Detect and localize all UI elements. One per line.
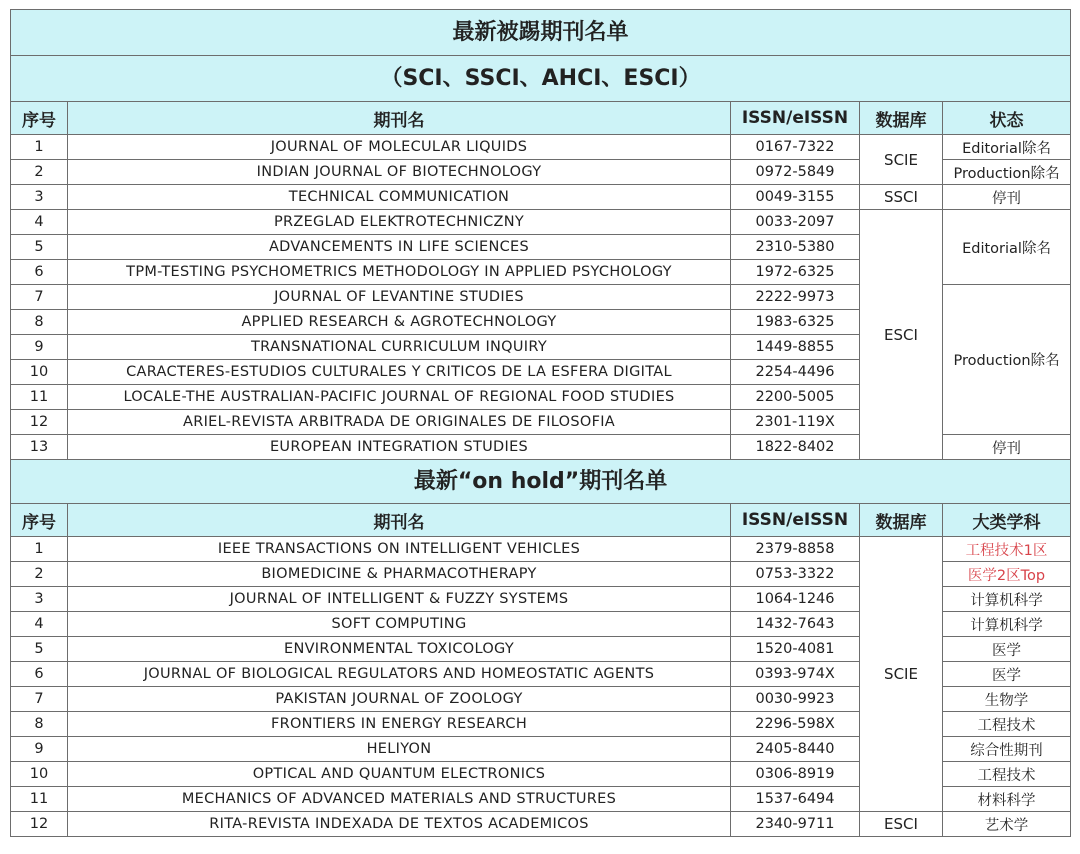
row-issn: 2405-8440	[731, 737, 860, 762]
row-no: 5	[11, 235, 68, 260]
row-issn: 2200-5005	[731, 385, 860, 410]
status-cell: Production除名	[943, 160, 1071, 185]
row-journal-name: FRONTIERS IN ENERGY RESEARCH	[68, 712, 731, 737]
section1-header-row	[11, 102, 1071, 135]
row-issn: 0049-3155	[731, 185, 860, 210]
journal-table	[10, 9, 1071, 837]
journal-list-document	[10, 9, 1070, 837]
status-cell: Editorial除名	[943, 135, 1071, 160]
row-no: 7	[11, 285, 68, 310]
row-journal-name: ARIEL-REVISTA ARBITRADA DE ORIGINALES DE FILOSOFIA	[68, 410, 731, 435]
header-issn: ISSN/eISSN	[731, 504, 860, 537]
row-no: 11	[11, 385, 68, 410]
subject-cell: 医学2区Top	[943, 562, 1071, 587]
row-issn: 1972-6325	[731, 260, 860, 285]
subject-cell: 工程技术	[943, 762, 1071, 787]
db-group-esci: ESCI	[860, 812, 943, 837]
row-issn: 0030-9923	[731, 687, 860, 712]
row-journal-name: APPLIED RESEARCH & AGROTECHNOLOGY	[68, 310, 731, 335]
row-issn: 0753-3322	[731, 562, 860, 587]
row-journal-name: LOCALE-THE AUSTRALIAN-PACIFIC JOURNAL OF REGIONAL FOOD STUDIES	[68, 385, 731, 410]
row-issn: 2222-9973	[731, 285, 860, 310]
row-no: 1	[11, 537, 68, 562]
row-journal-name: TECHNICAL COMMUNICATION	[68, 185, 731, 210]
db-group-scie: SCIE	[860, 135, 943, 185]
row-no: 11	[11, 787, 68, 812]
section2-header-row	[11, 504, 1071, 537]
header-status: 状态	[943, 102, 1071, 135]
subject-cell: 材料科学	[943, 787, 1071, 812]
row-journal-name: CARACTERES-ESTUDIOS CULTURALES Y CRITICOS DE LA ESFERA DIGITAL	[68, 360, 731, 385]
section2-title: 最新“on hold”期刊名单	[11, 460, 1071, 504]
row-journal-name: TRANSNATIONAL CURRICULUM INQUIRY	[68, 335, 731, 360]
row-issn: 0167-7322	[731, 135, 860, 160]
db-group-ssci: SSCI	[860, 185, 943, 210]
status-cell: 停刊	[943, 435, 1071, 460]
row-issn: 0033-2097	[731, 210, 860, 235]
row-journal-name: ENVIRONMENTAL TOXICOLOGY	[68, 637, 731, 662]
row-no: 9	[11, 737, 68, 762]
row-journal-name: SOFT COMPUTING	[68, 612, 731, 637]
row-issn: 2340-9711	[731, 812, 860, 837]
status-cell: Editorial除名	[943, 210, 1071, 285]
subject-cell: 工程技术	[943, 712, 1071, 737]
row-journal-name: BIOMEDICINE & PHARMACOTHERAPY	[68, 562, 731, 587]
row-no: 12	[11, 812, 68, 837]
row-no: 10	[11, 360, 68, 385]
row-no: 3	[11, 587, 68, 612]
row-no: 9	[11, 335, 68, 360]
row-issn: 1064-1246	[731, 587, 860, 612]
row-no: 8	[11, 310, 68, 335]
row-issn: 0393-974X	[731, 662, 860, 687]
table-row	[11, 185, 1071, 210]
table-row	[11, 812, 1071, 837]
row-no: 6	[11, 662, 68, 687]
row-no: 4	[11, 210, 68, 235]
header-name: 期刊名	[68, 102, 731, 135]
header-no: 序号	[11, 102, 68, 135]
subject-cell: 生物学	[943, 687, 1071, 712]
row-issn: 1822-8402	[731, 435, 860, 460]
status-cell: Production除名	[943, 285, 1071, 435]
row-journal-name: JOURNAL OF MOLECULAR LIQUIDS	[68, 135, 731, 160]
row-issn: 1537-6494	[731, 787, 860, 812]
section1-title: 最新被踢期刊名单	[11, 10, 1071, 56]
header-name: 期刊名	[68, 504, 731, 537]
row-issn: 2310-5380	[731, 235, 860, 260]
subject-cell: 计算机科学	[943, 612, 1071, 637]
row-issn: 1449-8855	[731, 335, 860, 360]
row-journal-name: PRZEGLAD ELEKTROTECHNICZNY	[68, 210, 731, 235]
row-no: 10	[11, 762, 68, 787]
row-journal-name: JOURNAL OF BIOLOGICAL REGULATORS AND HOMEOSTATIC AGENTS	[68, 662, 731, 687]
row-journal-name: PAKISTAN JOURNAL OF ZOOLOGY	[68, 687, 731, 712]
row-issn: 1432-7643	[731, 612, 860, 637]
row-journal-name: EUROPEAN INTEGRATION STUDIES	[68, 435, 731, 460]
subject-cell: 艺术学	[943, 812, 1071, 837]
header-db: 数据库	[860, 102, 943, 135]
row-journal-name: JOURNAL OF LEVANTINE STUDIES	[68, 285, 731, 310]
row-journal-name: IEEE TRANSACTIONS ON INTELLIGENT VEHICLES	[68, 537, 731, 562]
row-journal-name: ADVANCEMENTS IN LIFE SCIENCES	[68, 235, 731, 260]
row-issn: 2296-598X	[731, 712, 860, 737]
row-no: 2	[11, 160, 68, 185]
row-issn: 1520-4081	[731, 637, 860, 662]
row-journal-name: TPM-TESTING PSYCHOMETRICS METHODOLOGY IN APPLIED PSYCHOLOGY	[68, 260, 731, 285]
row-issn: 2379-8858	[731, 537, 860, 562]
row-no: 2	[11, 562, 68, 587]
db-group-esci: ESCI	[860, 210, 943, 460]
status-cell: 停刊	[943, 185, 1071, 210]
row-journal-name: MECHANICS OF ADVANCED MATERIALS AND STRUCTURES	[68, 787, 731, 812]
row-journal-name: INDIAN JOURNAL OF BIOTECHNOLOGY	[68, 160, 731, 185]
subject-cell: 医学	[943, 637, 1071, 662]
header-issn: ISSN/eISSN	[731, 102, 860, 135]
row-issn: 0972-5849	[731, 160, 860, 185]
row-issn: 2301-119X	[731, 410, 860, 435]
row-issn: 2254-4496	[731, 360, 860, 385]
row-no: 1	[11, 135, 68, 160]
row-no: 3	[11, 185, 68, 210]
subject-cell: 工程技术1区	[943, 537, 1071, 562]
subject-cell: 医学	[943, 662, 1071, 687]
row-no: 8	[11, 712, 68, 737]
subject-cell: 综合性期刊	[943, 737, 1071, 762]
db-group-scie: SCIE	[860, 537, 943, 812]
row-no: 13	[11, 435, 68, 460]
row-no: 12	[11, 410, 68, 435]
header-subject: 大类学科	[943, 504, 1071, 537]
row-journal-name: JOURNAL OF INTELLIGENT & FUZZY SYSTEMS	[68, 587, 731, 612]
row-journal-name: HELIYON	[68, 737, 731, 762]
row-no: 6	[11, 260, 68, 285]
row-no: 7	[11, 687, 68, 712]
table-row	[11, 135, 1071, 160]
subject-cell: 计算机科学	[943, 587, 1071, 612]
row-no: 5	[11, 637, 68, 662]
row-journal-name: OPTICAL AND QUANTUM ELECTRONICS	[68, 762, 731, 787]
section1-subtitle: （SCI、SSCI、AHCI、ESCI）	[11, 56, 1071, 102]
row-issn: 0306-8919	[731, 762, 860, 787]
header-db: 数据库	[860, 504, 943, 537]
row-no: 4	[11, 612, 68, 637]
table-row	[11, 210, 1071, 235]
row-journal-name: RITA-REVISTA INDEXADA DE TEXTOS ACADEMICOS	[68, 812, 731, 837]
row-issn: 1983-6325	[731, 310, 860, 335]
table-row	[11, 537, 1071, 562]
header-no: 序号	[11, 504, 68, 537]
